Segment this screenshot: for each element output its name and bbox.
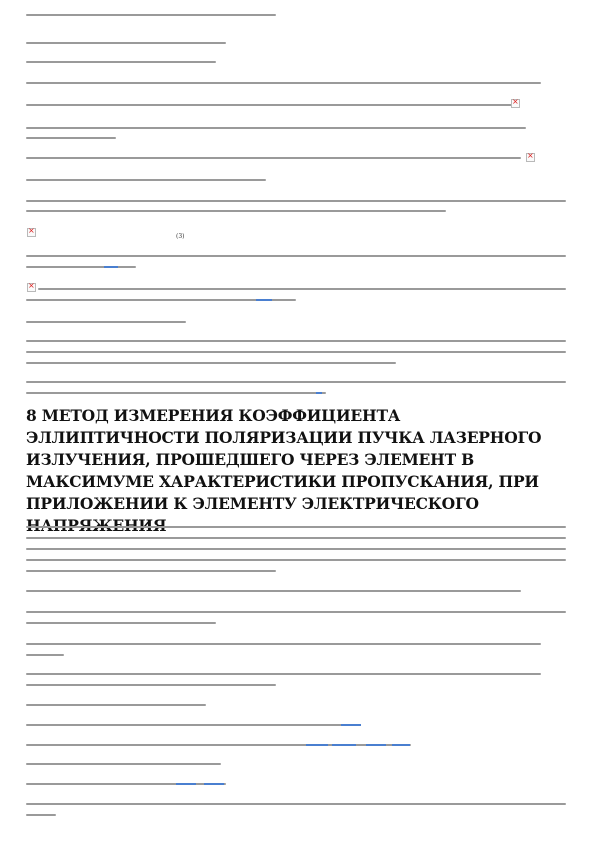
body-line — [26, 803, 566, 809]
body-line — [26, 570, 566, 576]
link — [204, 783, 224, 785]
link — [341, 724, 361, 726]
body-line — [26, 321, 566, 327]
body-line — [26, 179, 566, 185]
body-line — [26, 351, 566, 357]
body-line — [26, 137, 566, 143]
body-line — [26, 783, 566, 789]
body-line — [26, 266, 566, 272]
body-line — [26, 299, 566, 305]
body-line — [26, 82, 566, 88]
body-line — [26, 288, 566, 294]
equation-number: (3) — [176, 233, 185, 240]
body-line — [26, 622, 566, 628]
body-line — [26, 590, 566, 596]
body-line — [26, 704, 566, 710]
broken-image-icon — [526, 153, 535, 162]
link — [366, 744, 386, 746]
body-line — [26, 127, 566, 133]
body-line — [26, 643, 566, 649]
body-line — [26, 724, 566, 730]
body-line — [26, 104, 566, 110]
body-line — [26, 362, 566, 368]
body-line — [26, 548, 566, 554]
body-line — [26, 611, 566, 617]
body-line — [26, 654, 566, 660]
body-line — [26, 42, 566, 48]
body-line — [26, 526, 566, 532]
body-line — [26, 200, 566, 206]
link — [332, 744, 356, 746]
body-line — [26, 14, 566, 20]
body-line — [26, 673, 566, 679]
broken-image-icon — [27, 228, 36, 237]
section-heading: 8 МЕТОД ИЗМЕРЕНИЯ КОЭФФИЦИЕНТА ЭЛЛИПТИЧНОСТИ ПОЛЯРИЗАЦИИ ПУЧКА ЛАЗЕРНОГО ИЗЛУЧЕНИЯ, ПРОШЕДШЕГО ЧЕРЕЗ ЭЛЕМЕНТ В МАКСИМУМЕ ХАРАКТЕРИСТИКИ ПРОПУСКАНИЯ, ПРИ ПРИЛОЖЕНИИ К ЭЛЕМЕНТУ ЭЛЕКТРИЧЕСКОГО — [26, 406, 542, 513]
body-line — [26, 814, 566, 820]
body-line — [26, 255, 566, 261]
body-line — [26, 684, 566, 690]
broken-image-icon — [511, 99, 520, 108]
link — [316, 392, 322, 394]
body-line — [26, 559, 566, 565]
link — [256, 299, 272, 301]
body-line — [26, 340, 566, 346]
body-line — [26, 157, 566, 163]
body-line — [26, 61, 566, 67]
body-line — [26, 392, 566, 398]
body-line — [26, 537, 566, 543]
link — [176, 783, 196, 785]
link — [104, 266, 118, 268]
body-line — [26, 210, 566, 216]
link — [306, 744, 328, 746]
body-line — [26, 381, 566, 387]
link — [392, 744, 410, 746]
body-line — [26, 763, 566, 769]
body-line — [26, 744, 566, 750]
